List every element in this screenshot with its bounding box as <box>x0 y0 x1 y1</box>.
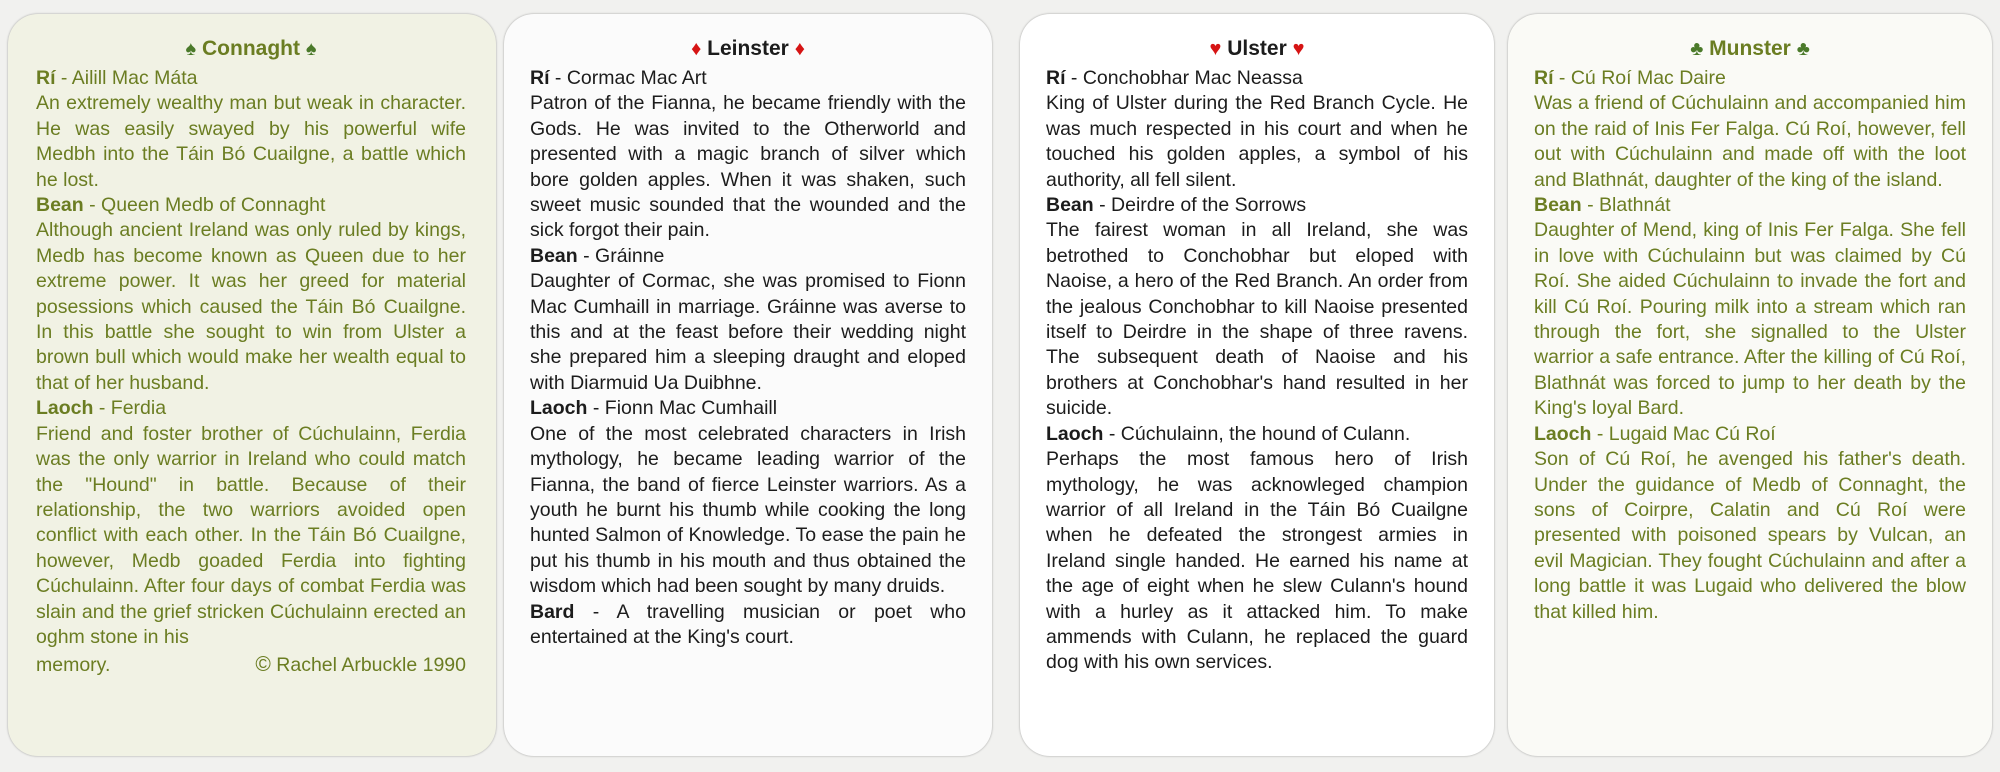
entry-text: Friend and foster brother of Cúchulainn, Ferdia was the only warrior in Ireland who could match the "Hound" in battle. Because of their relationship, the two warriors avoided open conflict with each other. In the Táin Bó Cuailgne, however, Medb goaded Ferdia into fighting Cúchulainn. After four days of combat Ferdia was slain and the grief stricken Cúchulainn erected an oghm stone in his <box>36 422 466 648</box>
club-icon: ♣ <box>1690 38 1704 60</box>
entry-text: Was a friend of Cúchulainn and accompanied him on the raid of Inis Fer Falga. Cú Roí, however, fell out with Cúchulainn and made off with the loot and Blathnát, daughter of the king of the island. <box>1534 92 1966 191</box>
spade-icon: ♠ <box>185 38 197 60</box>
entry-bean: Bean - Queen Medb of Connaght <box>36 194 326 217</box>
entry-bean: Bean - Gráinne <box>530 244 665 267</box>
entry-text: An extremely wealthy man but weak in character. He was easily swayed by his powerful wife Medbh into the Táin Bó Cuailgne, a battle which he lost. <box>36 92 466 191</box>
diamond-icon: ♦ <box>794 38 805 60</box>
spade-icon: ♠ <box>305 38 317 60</box>
heart-icon: ♥ <box>1292 38 1305 60</box>
entry-text: One of the most celebrated characters in Irish mythology, he became leading warrior of the Fianna, the band of fierce Leinster warriors. As a youth he burnt his thumb while cooking the long hunted Salmon of Knowledge. To ease the pain he put his thumb in his mouth and thus obtained the wisdom which had been sought by many druids. <box>530 422 966 598</box>
club-icon: ♣ <box>1796 38 1810 60</box>
card-leinster <box>504 14 992 756</box>
card-footer <box>36 652 466 678</box>
entry-bean: Bean - Blathnát <box>1534 194 1671 217</box>
card-ulster <box>1020 14 1494 756</box>
card-title-text: Ulster <box>1227 37 1287 60</box>
entry-text: King of Ulster during the Red Branch Cycle. He was much respected in his court and when he touched his golden apples, a symbol of his authority, all fell silent. <box>1046 92 1468 191</box>
entry-bard: Bard - A travelling musician or poet who entertained at the King's court. <box>530 600 966 648</box>
card-munster <box>1508 14 1992 756</box>
card-connaght <box>8 14 496 756</box>
card-title-text: Munster <box>1709 37 1791 60</box>
card-title-text: Leinster <box>707 37 789 60</box>
heart-icon: ♥ <box>1209 38 1222 60</box>
card-title <box>1534 36 1966 62</box>
entry-ri: Rí - Ailill Mac Máta <box>36 67 198 89</box>
entry-text: Perhaps the most famous hero of Irish mythology, he was acknowleged champion warrior of all Ireland in the Táin Bó Cuailgne when he defeated the strongest armies in Ireland single handed. He earned his name at the age of eight when he slew Culann's hound with a hurley as it attacked him. To make ammends with Culann, he replaced the guard dog with his own services. <box>1046 448 1468 674</box>
diamond-icon: ♦ <box>691 38 702 60</box>
entry-laoch: Laoch - Cúchulainn, the hound of Culann. <box>1046 422 1411 445</box>
card-title <box>36 36 466 62</box>
entry-ri: Rí - Cú Roí Mac Daire <box>1534 67 1726 89</box>
entry-text: The fairest woman in all Ireland, she was betrothed to Conchobhar but eloped with Naoise, a hero of the Red Branch. An order from the jealous Conchobhar to kill Naoise presented itself to Deirdre in the shape of three ravens. The subsequent death of Naoise and his brothers at Conchobhar's hand resulted in her suicide. <box>1046 219 1468 420</box>
entry-bean: Bean - Deirdre of the Sorrows <box>1046 194 1307 217</box>
last-word: memory. <box>36 654 111 677</box>
entry-laoch: Laoch - Ferdia <box>36 397 167 420</box>
entry-text: Daughter of Cormac, she was promised to Fionn Mac Cumhaill in marriage. Gráinne was averse to this and at the feast before their wedding night she prepared him a sleeping draught and eloped with Diarmuid Ua Duibhne. <box>530 270 966 394</box>
entry-text: Son of Cú Roí, he avenged his father's death. Under the guidance of Medb of Connaght, the sons of Coirpre, Calatin and Cú Roí were presented with poisoned spears by Vulcan, an evil Magician. They fought Cúchulainn and after a long battle it was Lugaid who delivered the blow that killed him. <box>1534 448 1966 623</box>
entry-text: Daughter of Mend, king of Inis Fer Falga. She fell in love with Cúchulainn but was claimed by Cú Roí. She aided Cúchulainn to invade the fort and kill Cú Roí. Pouring milk into a stream which ran through the fort, she signalled to the Ulster warrior a safe entrance. After the killing of Cú Roí, Blathnát was forced to jump to her death by the King's loyal Bard. <box>1534 219 1966 420</box>
card-title <box>1046 36 1468 62</box>
card-title-text: Connaght <box>202 37 300 60</box>
copyright-icon: © <box>255 653 271 677</box>
card-title <box>530 36 966 62</box>
entry-text: Although ancient Ireland was only ruled by kings, Medb has become known as Queen due to her extreme power. It was her greed for material posessions which caused the Táin Bó Cuailgne. In this battle she sought to win from Ulster a brown bull which would make her wealth equal to that of her husband. <box>36 219 466 394</box>
entry-laoch: Laoch - Lugaid Mac Cú Roí <box>1534 422 1776 445</box>
entry-ri: Rí - Conchobhar Mac Neassa <box>1046 67 1303 89</box>
entry-laoch: Laoch - Fionn Mac Cumhaill <box>530 397 778 420</box>
copyright: © Rachel Arbuckle 1990 <box>255 653 466 677</box>
entry-ri: Rí - Cormac Mac Art <box>530 67 707 89</box>
entry-text: Patron of the Fianna, he became friendly with the Gods. He was invited to the Otherworld and presented with a magic branch of silver which bore golden apples. When it was shaken, such sweet music sounded that the wounded and the sick forgot their pain. <box>530 92 966 242</box>
